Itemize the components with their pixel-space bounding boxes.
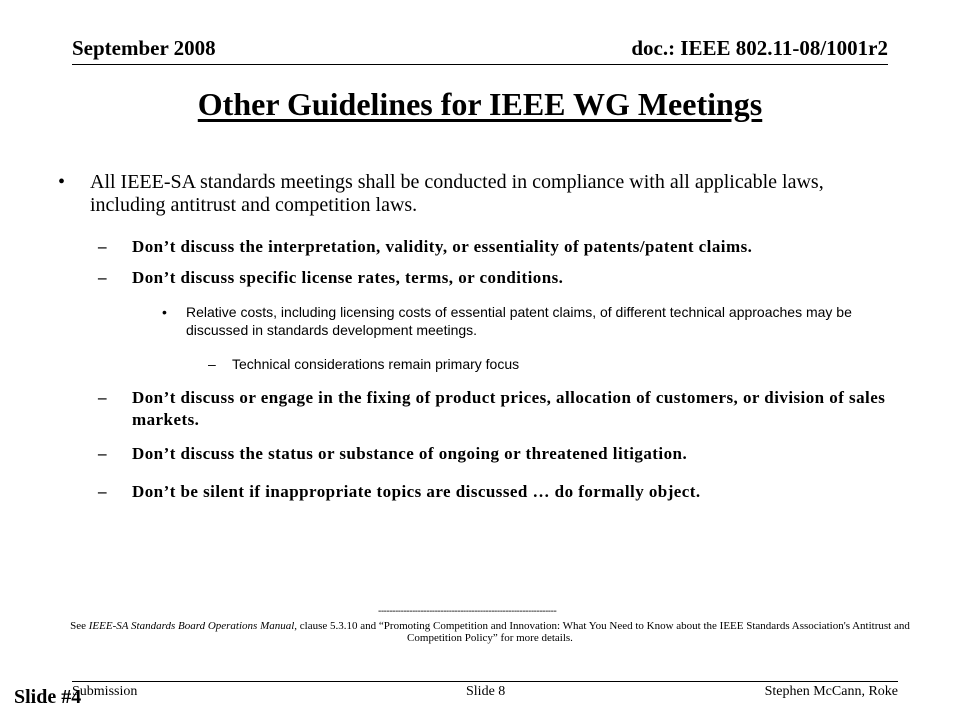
footer-author: Stephen McCann, Roke — [764, 684, 898, 699]
dash-mark: – — [98, 388, 107, 407]
bullet-mark: • — [58, 171, 66, 193]
footer-slide-number: Slide 8 — [466, 684, 506, 699]
dash-item-text: Don’t discuss or engage in the fixing of product prices, allocation of customers, or division of sales markets. — [132, 388, 886, 429]
footnote-rule: --------------------------------------------------------------- — [378, 606, 557, 617]
footer-submission: Submission — [72, 684, 138, 699]
sub-item-text: Relative costs, including licensing costs of essential patent claims, of different technical approaches may be discussed in standards development meetings. — [186, 304, 852, 338]
footnote-prefix: See — [70, 620, 89, 632]
dash-item-text: Don’t discuss specific license rates, terms, or conditions. — [132, 268, 564, 287]
footnote-manual: IEEE-SA Standards Board Operations Manual — [88, 620, 295, 632]
bullet-main-text: All IEEE-SA standards meetings shall be conducted in compliance with all applicable laws, including antitrust and competition laws. — [90, 171, 824, 216]
header-rule — [72, 64, 888, 65]
small-bullet-mark: • — [162, 304, 167, 320]
footnote — [70, 620, 910, 644]
footer-rule — [72, 681, 898, 682]
dash-mark: – — [98, 237, 107, 256]
dash-mark: – — [98, 482, 107, 501]
dash-mark: – — [98, 444, 107, 463]
dash-item-text: Don’t discuss the status or substance of ongoing or threatened litigation. — [132, 444, 688, 463]
dash-mark: – — [98, 268, 107, 287]
subsub-item-text: Technical considerations remain primary focus — [232, 356, 520, 372]
dash-item-text: Don’t be silent if inappropriate topics are discussed … do formally object. — [132, 482, 701, 501]
page-title: Other Guidelines for IEEE WG Meetings — [197, 86, 763, 122]
dash-mark: – — [208, 356, 216, 372]
dash-item-text: Don’t discuss the interpretation, validity, or essentiality of patents/patent claims. — [132, 237, 753, 256]
slide-tag: Slide #4 — [14, 686, 82, 708]
header-date: September 2008 — [72, 36, 216, 60]
footnote-rest: , clause 5.3.10 and “Promoting Competition and Innovation: What You Need to Know about the IEEE Standards Association's Antitrust and Competition Policy” for more details. — [294, 620, 910, 644]
header-doc-id: doc.: IEEE 802.11-08/1001r2 — [631, 36, 888, 60]
